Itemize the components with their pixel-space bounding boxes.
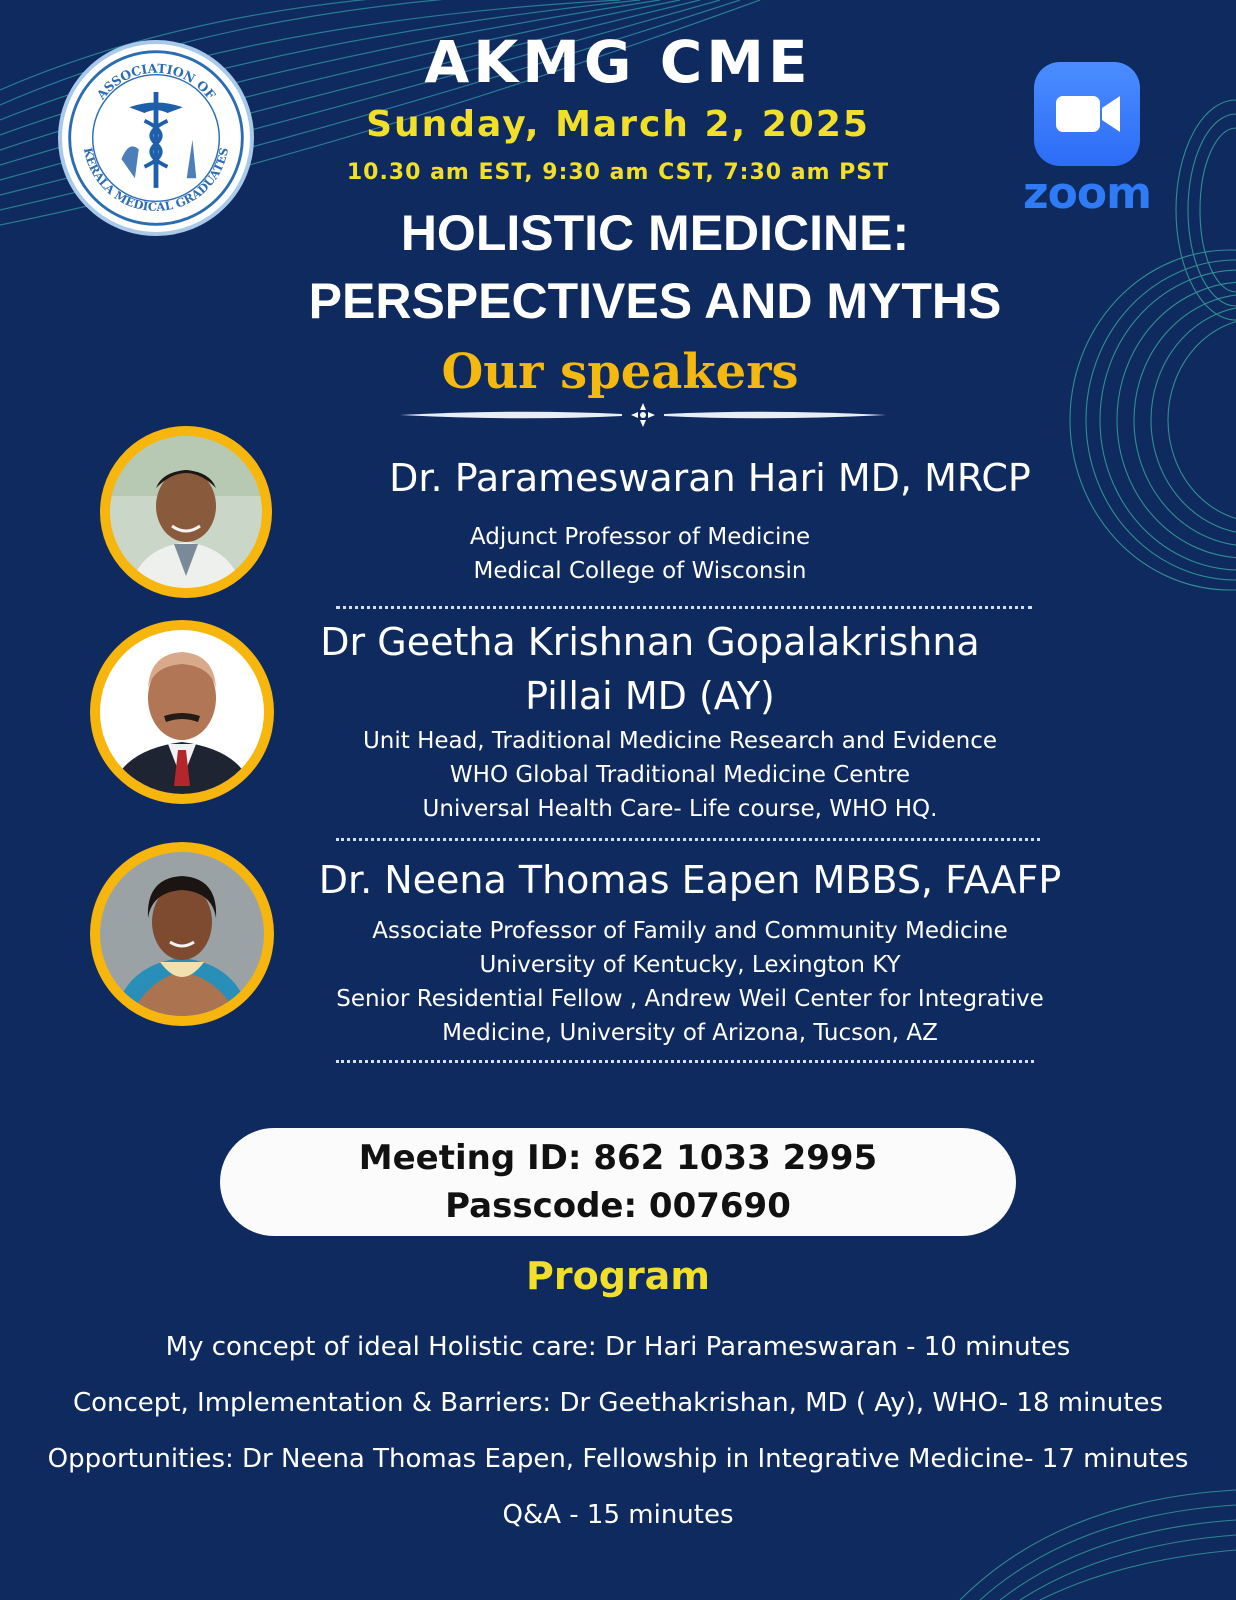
speaker-3-name: Dr. Neena Thomas Eapen MBBS, FAAFP (318, 858, 1062, 902)
caduceus-icon (62, 44, 250, 232)
speaker-2-name-line-1: Dr Geetha Krishnan Gopalakrishna (320, 620, 980, 664)
akmg-logo (58, 40, 254, 236)
speaker-2-portrait (100, 630, 264, 794)
speaker-3-portrait (100, 852, 264, 1016)
event-title: AKMG CME (424, 28, 812, 96)
topic-line-1: HOLISTIC MEDICINE: (400, 205, 910, 261)
speaker-2-line-3: Universal Health Care- Life course, WHO HQ. (422, 796, 938, 822)
speaker-2-photo (90, 620, 274, 804)
speaker-3-line-2: University of Kentucky, Lexington KY (479, 952, 901, 978)
meeting-id: Meeting ID: 862 1033 2995 (358, 1138, 878, 1178)
speaker-2-line-1: Unit Head, Traditional Medicine Research and Evidence (362, 728, 998, 754)
speaker-2-name-line-2: Pillai MD (AY) (525, 674, 775, 718)
speaker-3-photo (90, 842, 274, 1026)
speaker-3-line-3: Senior Residential Fellow , Andrew Weil Center for Integrative (336, 986, 1044, 1012)
topic-line-2: PERSPECTIVES AND MYTHS (308, 273, 1002, 329)
program-item-3: Opportunities: Dr Neena Thomas Eapen, Fellowship in Integrative Medicine- 17 minutes (47, 1444, 1189, 1474)
speaker-2-line-2: WHO Global Traditional Medicine Centre (449, 762, 911, 788)
ornamental-divider (400, 400, 886, 430)
speaker-1-line-1: Adjunct Professor of Medicine (469, 524, 811, 550)
program-heading: Program (526, 1254, 710, 1298)
speaker-1-portrait (110, 436, 262, 588)
meeting-info-box (220, 1128, 1016, 1236)
video-camera-icon (1034, 62, 1140, 166)
speakers-heading: Our speakers (441, 344, 799, 400)
speaker-divider-2 (336, 838, 1040, 841)
speaker-divider-1 (336, 606, 1032, 609)
event-times: 10.30 am EST, 9:30 am CST, 7:30 am PST (346, 160, 890, 185)
logo-text-bottom: KERALA MEDICAL GRADUATES (80, 146, 232, 215)
program-item-1: My concept of ideal Holistic care: Dr Hari Parameswaran - 10 minutes (165, 1332, 1071, 1362)
speaker-3-line-4: Medicine, University of Arizona, Tucson, AZ (442, 1020, 938, 1046)
meeting-passcode: Passcode: 007690 (445, 1186, 791, 1226)
logo-text-top: ASSOCIATION OF (93, 60, 219, 103)
zoom-logo-tile (1034, 62, 1140, 166)
speaker-1-line-2: Medical College of Wisconsin (473, 558, 807, 584)
event-date: Sunday, March 2, 2025 (366, 104, 870, 145)
program-item-4: Q&A - 15 minutes (502, 1500, 734, 1530)
speaker-1-name: Dr. Parameswaran Hari MD, MRCP (389, 456, 1031, 500)
program-item-2: Concept, Implementation & Barriers: Dr Geethakrishan, MD ( Ay), WHO- 18 minutes (72, 1388, 1164, 1418)
speaker-3-line-1: Associate Professor of Family and Community Medicine (372, 918, 1008, 944)
speaker-1-photo (100, 426, 272, 598)
zoom-wordmark: zoom (1023, 168, 1151, 219)
speaker-divider-3 (336, 1060, 1034, 1063)
